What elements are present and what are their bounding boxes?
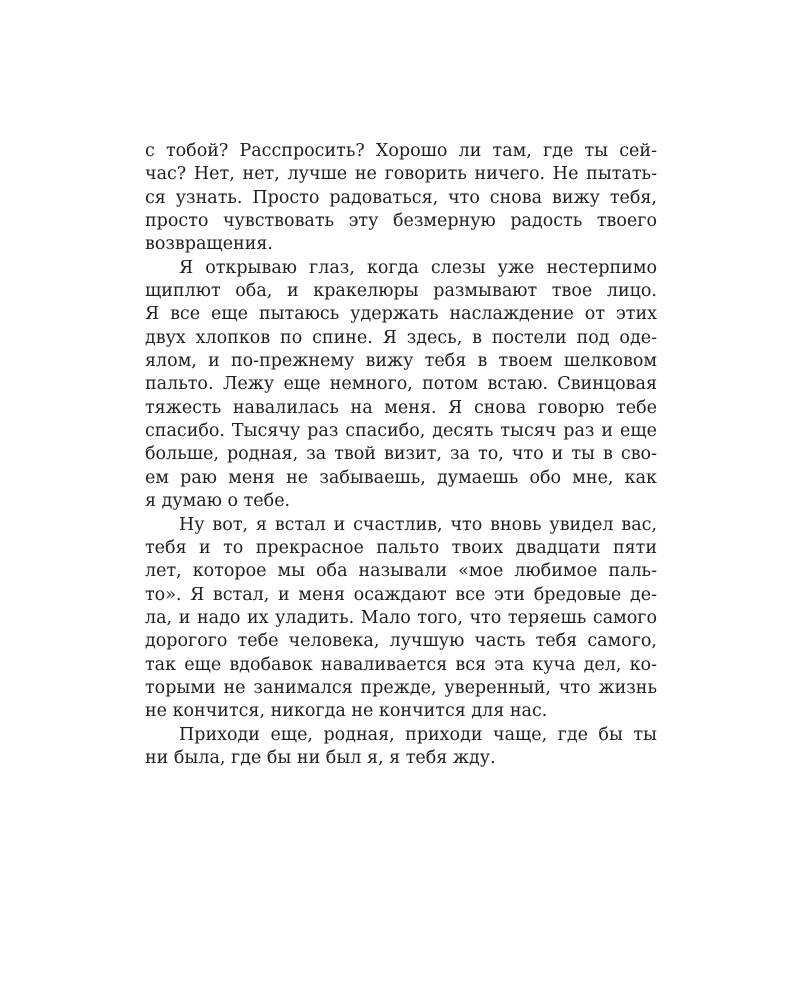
text-line: тебя и то прекрасное пальто твоих двадцати пяти: [145, 537, 657, 558]
text-line: тяжесть навалилась на меня. Я снова говорю тебе: [145, 397, 657, 418]
text-line: я думаю о тебе.: [145, 491, 291, 512]
text-line: просто чувствовать эту безмерную радость твоего: [145, 211, 657, 232]
text-line: ем раю меня не забываешь, думаешь обо мне, как: [145, 467, 657, 488]
text-line: щиплют оба, и кракелюры размывают твое лицо.: [145, 281, 657, 302]
paragraph: [145, 514, 657, 724]
text-line: ся узнать. Просто радоваться, что снова вижу тебя,: [145, 187, 657, 208]
text-line: Ну вот, я встал и счастлив, что вновь увидел вас,: [179, 514, 657, 535]
text-line: торыми не занимался прежде, уверенный, что жизнь: [145, 677, 657, 698]
text-block: [145, 140, 657, 770]
text-line: Я открываю глаз, когда слезы уже нестерпимо: [179, 257, 657, 278]
text-line: так еще вдобавок наваливается вся эта куча дел, ко-: [145, 654, 657, 675]
text-line: с тобой? Расспросить? Хорошо ли там, где ты сей-: [145, 141, 657, 161]
text-line: час? Нет, нет, лучше не говорить ничего. Не пытать-: [145, 164, 657, 185]
text-line: пальто. Лежу еще немного, потом встаю. Свинцовая: [145, 374, 657, 395]
text-line: Приходи еще, родная, приходи чаще, где бы ты: [179, 724, 657, 745]
text-line: лет, которое мы оба называли «мое любимое паль-: [145, 561, 657, 582]
text-line: ялом, и по-прежнему вижу тебя в твоем шелковом: [145, 351, 657, 372]
text-line: Я все еще пытаюсь удержать наслаждение от этих: [145, 304, 657, 325]
text-line: не кончится, никогда не кончится для нас.: [145, 701, 548, 722]
paragraph: [145, 724, 657, 771]
text-line: спасибо. Тысячу раз спасибо, десять тысяч раз и еще: [145, 421, 657, 442]
text-line: то». Я встал, и меня осаждают все эти бредовые де-: [145, 584, 657, 605]
text-line: возвращения.: [145, 234, 273, 255]
text-line: двух хлопков по спине. Я здесь, в постели под оде-: [145, 327, 657, 348]
text-line: больше, родная, за твой визит, за то, что и ты в сво-: [145, 444, 657, 465]
paragraph: [145, 140, 657, 257]
text-line: ла, и надо их уладить. Мало того, что теряешь самого: [145, 607, 657, 628]
paragraph: [145, 257, 657, 514]
text-line: ни была, где бы ни был я, я тебя жду.: [145, 747, 496, 768]
text-line: дорогого тебе человека, лучшую часть тебя самого,: [145, 631, 657, 652]
